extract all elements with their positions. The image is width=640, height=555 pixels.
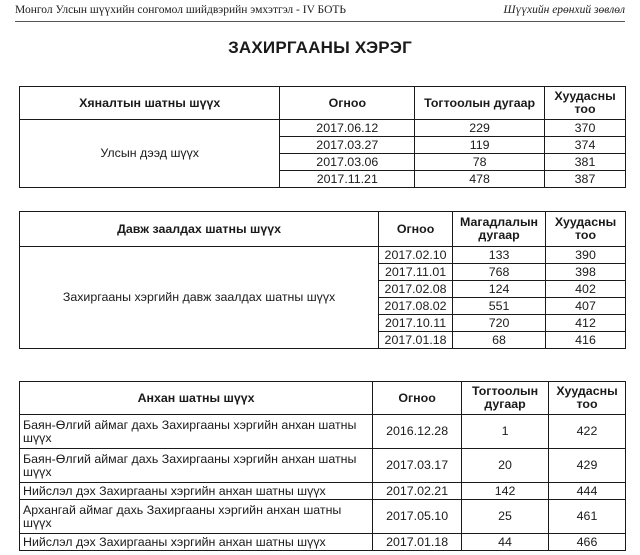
date-cell: 2017.10.11 [379,315,453,332]
court-name-cell: Баян-Өлгий аймаг дахь Захиргааны хэргийн анхан шатны шүүх [20,415,373,449]
col-header-page-count: Хуудасны тоо [545,87,626,120]
number-cell: 25 [462,500,549,534]
page-cell: 390 [546,247,626,264]
page-cell: 398 [546,264,626,281]
number-cell: 133 [453,247,546,264]
date-cell: 2017.02.21 [373,483,462,500]
number-cell: 142 [462,483,549,500]
date-cell: 2017.01.18 [373,534,462,551]
table-row [20,534,626,551]
date-cell: 2017.08.02 [379,298,453,315]
date-cell: 2017.11.01 [379,264,453,281]
col-header-decision-number: Магадлалын дугаар [453,212,546,247]
date-cell: 2017.03.17 [373,449,462,483]
date-cell: 2017.02.08 [379,281,453,298]
number-cell: 68 [453,332,546,349]
page-cell: 429 [549,449,626,483]
header-publisher: Шүүхийн ерөнхий зөвлөл [503,4,625,16]
header-book-title: Монгол Улсын шүүхийн сонгомол шийдвэрийн эмхэтгэл - IV БОТЬ [15,4,346,16]
first-instance-court-table [19,381,626,551]
page-cell: 466 [549,534,626,551]
col-header-date: Огноо [280,87,415,120]
number-cell: 768 [453,264,546,281]
col-header-court: Хяналтын шатны шүүх [20,87,280,120]
court-name-cell: Нийслэл дэх Захиргааны хэргийн анхан шатны шүүх [20,534,373,551]
date-cell: 2017.01.18 [379,332,453,349]
court-name-cell: Улсын дээд шүүх [20,120,280,188]
appellate-court-table [19,211,626,349]
page-cell: 381 [545,154,626,171]
page-cell: 422 [549,415,626,449]
col-header-page-count: Хуудасны тоо [549,382,626,415]
page-cell: 370 [545,120,626,137]
number-cell: 1 [462,415,549,449]
court-name-cell: Захиргааны хэргийн давж заалдах шатны шүүх [20,247,379,349]
court-name-cell: Нийслэл дэх Захиргааны хэргийн анхан шатны шүүх [20,483,373,500]
date-cell: 2016.12.28 [373,415,462,449]
table-row [20,449,626,483]
page-cell: 407 [546,298,626,315]
page-cell: 416 [546,332,626,349]
page-cell: 412 [546,315,626,332]
col-header-page-count: Хуудасны тоо [546,212,626,247]
table-row [20,415,626,449]
supervisory-court-table [19,86,626,188]
page-cell: 461 [549,500,626,534]
number-cell: 551 [453,298,546,315]
col-header-court: Анхан шатны шүүх [20,382,373,415]
date-cell: 2017.03.06 [280,154,415,171]
col-header-resolution-number: Тогтоолын дугаар [415,87,545,120]
date-cell: 2017.05.10 [373,500,462,534]
table-row [20,483,626,500]
number-cell: 119 [415,137,545,154]
number-cell: 124 [453,281,546,298]
number-cell: 720 [453,315,546,332]
page-cell: 387 [545,171,626,188]
number-cell: 44 [462,534,549,551]
page-cell: 374 [545,137,626,154]
page-cell: 444 [549,483,626,500]
table-row [20,120,626,137]
number-cell: 78 [415,154,545,171]
number-cell: 229 [415,120,545,137]
table-row [20,500,626,534]
date-cell: 2017.03.27 [280,137,415,154]
col-header-resolution-number: Тогтоолын дугаар [462,382,549,415]
date-cell: 2017.06.12 [280,120,415,137]
number-cell: 478 [415,171,545,188]
page-cell: 402 [546,281,626,298]
date-cell: 2017.11.21 [280,171,415,188]
table-row [20,247,626,264]
running-header [15,4,625,22]
col-header-date: Огноо [379,212,453,247]
number-cell: 20 [462,449,549,483]
court-name-cell: Баян-Өлгий аймаг дахь Захиргааны хэргийн анхан шатны шүүх [20,449,373,483]
col-header-court: Давж заалдах шатны шүүх [20,212,379,247]
court-name-cell: Архангай аймаг дахь Захиргааны хэргийн анхан шатны шүүх [20,500,373,534]
section-title: ЗАХИРГААНЫ ХЭРЭГ [228,38,412,57]
col-header-date: Огноо [373,382,462,415]
date-cell: 2017.02.10 [379,247,453,264]
